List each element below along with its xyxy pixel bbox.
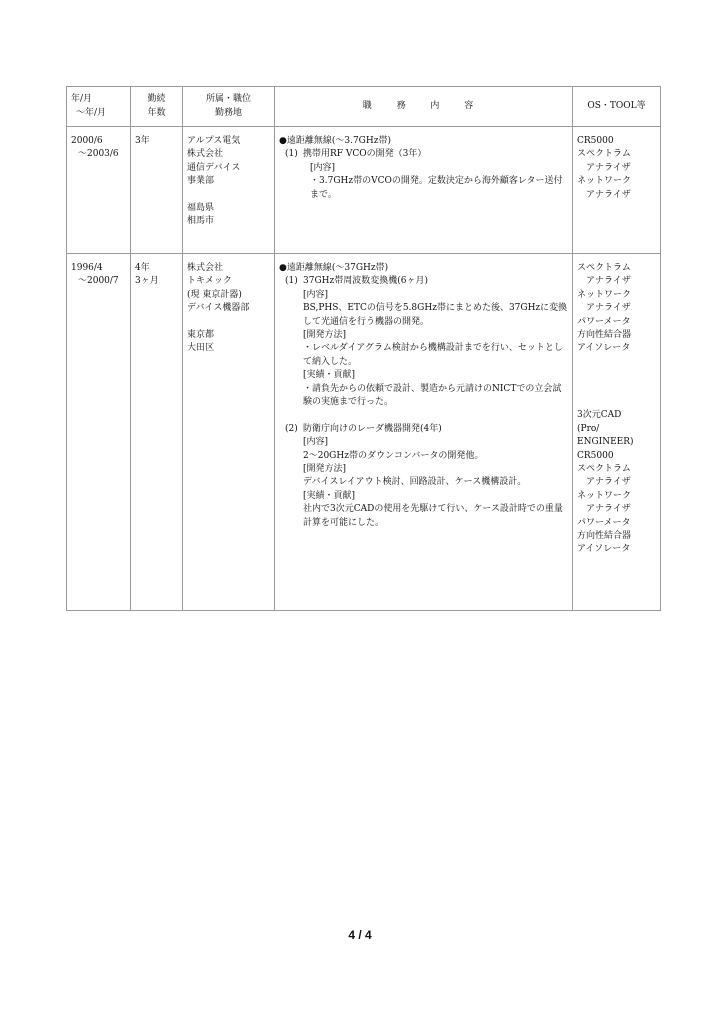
tool-item: アナライザ xyxy=(586,189,631,200)
tool-item: アナライザ xyxy=(586,162,631,173)
page-number: 4 / 4 xyxy=(348,928,372,942)
period-to: 〜2003/6 xyxy=(78,149,119,160)
tool-item: 3次元CAD xyxy=(577,410,622,421)
location-line: 東京都 xyxy=(187,330,215,341)
career-history-sheet xyxy=(66,86,655,611)
duty-title: ●遠距離無線(〜3.7GHz帯) xyxy=(279,136,391,146)
header-period-line2: 〜年/月 xyxy=(76,107,107,118)
header-tools: OS・TOOL等 xyxy=(573,87,661,127)
duties-cell xyxy=(275,127,573,254)
duty-item xyxy=(279,423,568,530)
duty-item-number: (2) xyxy=(285,423,298,434)
tool-item: CR5000 xyxy=(577,450,614,461)
duty-item-text: 2〜20GHz帯のダウンコンバータの開発他。 xyxy=(303,450,484,461)
org-line: 通信デバイス xyxy=(187,162,241,173)
period-to: 〜2000/7 xyxy=(78,276,119,287)
duty-item-section: [実績・貢献] xyxy=(303,370,356,381)
location-line: 大田区 xyxy=(187,343,215,354)
org-cell xyxy=(183,127,275,254)
header-duties: 職 務 内 容 xyxy=(275,87,573,127)
duty-item-heading: 37GHz帯周波数変換機(6ヶ月) xyxy=(303,276,428,287)
tool-item: パワーメータ xyxy=(577,517,631,528)
header-period-line1: 年/月 xyxy=(71,94,93,105)
duty-item-section: [内容] xyxy=(310,162,336,173)
tool-item: (Pro/ xyxy=(577,423,600,434)
tool-item: スペクトラム xyxy=(577,263,631,273)
duty-item-section: [内容] xyxy=(303,437,329,448)
duty-item xyxy=(279,148,568,202)
location-line: 福島県 xyxy=(187,203,215,214)
org-line: アルプス電気 xyxy=(187,136,241,146)
duty-item-section: [実績・貢献] xyxy=(303,490,356,501)
org-line: デバイス機器部 xyxy=(187,303,250,314)
duties-cell xyxy=(275,254,573,611)
duty-item-text: ・請負先からの依頼で設計、製造から元請けのNICTでの立会試験の実施まで行った。 xyxy=(303,383,562,408)
table-row xyxy=(67,127,661,254)
tool-item: アナライザ xyxy=(586,504,631,515)
tools-cell xyxy=(573,127,661,254)
tool-item: スペクトラム xyxy=(577,464,631,475)
header-tenure xyxy=(131,87,183,127)
tool-item: アナライザ xyxy=(586,303,631,314)
org-cell xyxy=(183,254,275,611)
header-org-line1: 所属・職位 xyxy=(205,94,251,105)
tool-item: アナライザ xyxy=(586,276,631,287)
org-line: 株式会社 xyxy=(187,263,224,273)
tool-item: アナライザ xyxy=(586,477,631,488)
tenure-cell xyxy=(131,254,183,611)
table-header-row xyxy=(67,87,661,127)
duty-item-text: ・3.7GHz帯のVCOの開発。定数決定から海外顧客レター送付まで。 xyxy=(310,176,563,200)
career-table xyxy=(66,86,661,611)
duty-item-heading: 防衛庁向けのレーダ機器開発(4年) xyxy=(303,423,442,434)
duty-item-text: デバイスレイアウト検討、回路設計、ケース機構設計。 xyxy=(303,477,527,488)
header-org xyxy=(183,87,275,127)
tool-item: ネットワーク xyxy=(577,490,632,501)
duty-title: ●遠距離無線(〜37GHz帯) xyxy=(279,263,389,273)
header-org-line2: 勤務地 xyxy=(214,107,242,118)
duty-item-section: [内容] xyxy=(303,289,329,300)
tool-item: 方向性結合器 xyxy=(577,531,632,542)
table-row xyxy=(67,254,661,611)
duty-item xyxy=(279,275,568,409)
period-cell xyxy=(67,127,131,254)
location-line: 相馬市 xyxy=(187,216,215,227)
org-line: 株式会社 xyxy=(187,149,224,160)
tenure-cell xyxy=(131,127,183,254)
header-tenure-line2: 年数 xyxy=(147,107,166,118)
tenure-value: 4年 xyxy=(135,263,150,273)
tenure-value: 3年 xyxy=(135,136,150,146)
tool-item: 方向性結合器 xyxy=(577,330,632,341)
duty-item-text: BS,PHS、ETCの信号を5.8GHz帯にまとめた後、37GHzに変換して光通信を行う機器の開発。 xyxy=(303,303,568,327)
period-from: 2000/6 xyxy=(71,136,103,146)
tool-item: CR5000 xyxy=(577,136,614,146)
org-line: (現 東京計器) xyxy=(187,289,242,300)
duty-item-number: (1) xyxy=(285,149,298,160)
tool-item: スペクトラム xyxy=(577,149,631,160)
period-from: 1996/4 xyxy=(71,263,103,273)
org-line: トキメック xyxy=(187,276,232,287)
duty-item-section: [開発方法] xyxy=(303,330,347,341)
tool-item: ネットワーク xyxy=(577,289,632,300)
duty-item-text: 社内で3次元CADの使用を先駆けて行い、ケース設計時での重量計算を可能にした。 xyxy=(303,504,563,528)
duty-item-text: ・レベルダイアグラム検討から機構設計までを行い、セットとして納入した。 xyxy=(303,343,563,367)
tool-item: アイソレータ xyxy=(577,343,631,354)
duty-item-heading: 携帯用RF VCOの開発（3年） xyxy=(303,149,427,160)
org-line: 事業部 xyxy=(187,176,215,187)
header-period xyxy=(67,87,131,127)
tool-item: ネットワーク xyxy=(577,176,632,187)
tenure-value: 3ヶ月 xyxy=(135,276,159,287)
tool-item: ENGINEER) xyxy=(577,437,634,448)
tool-item: アイソレータ xyxy=(577,544,631,555)
duty-item-number: (1) xyxy=(285,276,298,287)
period-cell xyxy=(67,254,131,611)
tools-cell xyxy=(573,254,661,611)
duty-item-section: [開発方法] xyxy=(303,464,347,475)
tool-item: パワーメータ xyxy=(577,316,631,327)
header-tenure-line1: 勤続 xyxy=(147,94,166,105)
